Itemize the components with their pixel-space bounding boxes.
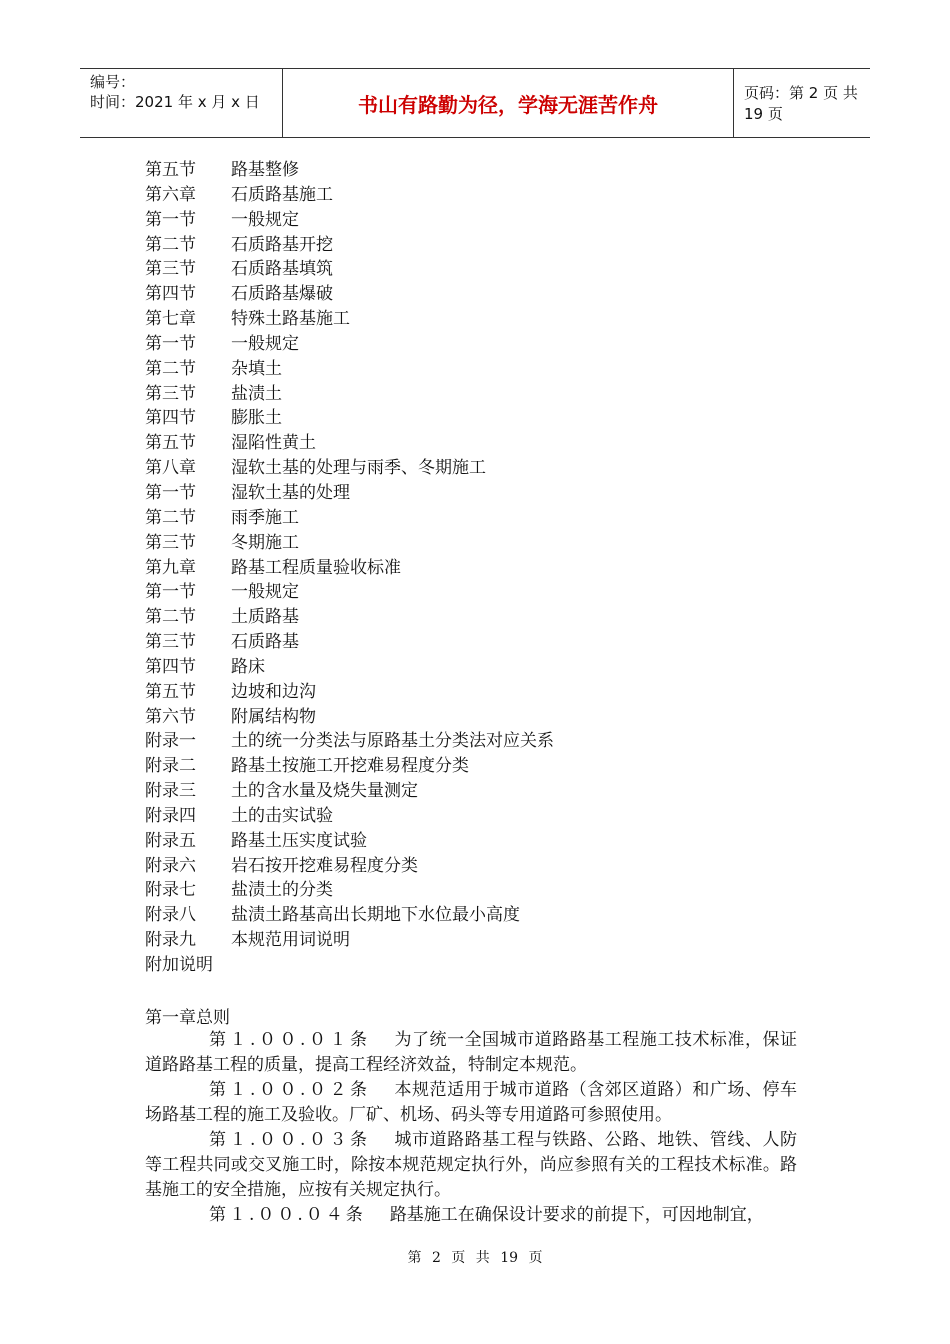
toc-item	[145, 580, 805, 605]
toc-item-number: 附录二	[145, 756, 196, 777]
toc-item-title: 特殊土路基施工	[231, 309, 350, 330]
page-header	[80, 68, 870, 138]
article-number: 第１.００.０１条	[209, 1030, 371, 1050]
toc-item	[145, 928, 805, 953]
toc-item-title: 路床	[231, 656, 265, 677]
number-label: 编号：	[90, 73, 136, 91]
toc-item	[145, 729, 805, 754]
toc-item-number: 第五节	[145, 160, 196, 180]
toc-item-number: 第二节	[145, 358, 196, 379]
toc-item-number: 第五节	[145, 433, 196, 454]
toc-item-title: 土的统一分类法与原路基土分类法对应关系	[231, 731, 554, 752]
header-motto: 书山有路勤为径，学海无涯苦作舟	[282, 69, 734, 137]
toc-item-title: 一般规定	[231, 333, 299, 354]
toc-item-number: 第五节	[145, 681, 196, 702]
toc-item-number: 附录五	[145, 830, 196, 851]
toc-item-title: 膨胀土	[231, 408, 282, 429]
toc-item	[145, 903, 805, 928]
header-meta-cell	[80, 69, 282, 137]
toc-item-number: 第三节	[145, 383, 196, 404]
toc-item-title: 雨季施工	[231, 507, 299, 528]
toc-item	[145, 431, 805, 456]
toc-item	[145, 158, 805, 183]
toc-item-number: 第四节	[145, 284, 196, 305]
article-paragraph	[145, 1203, 797, 1228]
toc-item-title: 石质路基施工	[231, 184, 333, 205]
article-paragraph	[145, 1128, 797, 1203]
toc-item	[145, 233, 805, 258]
toc-item	[145, 481, 805, 506]
toc-item-number: 第一节	[145, 209, 196, 230]
toc-item	[145, 605, 805, 630]
toc-item-number: 第六节	[145, 706, 196, 727]
toc-item	[145, 382, 805, 407]
toc-item	[145, 754, 805, 779]
article-text: 本规范适用于城市道路（含郊区道路）和广场、停车场路基工程的施工及验收。厂矿、机场、码头等专用道路可参照使用。	[145, 1080, 798, 1125]
toc-item-number: 第三节	[145, 532, 196, 553]
article-number: 第１.００.０３条	[209, 1130, 371, 1150]
toc-item-title: 附属结构物	[231, 706, 316, 727]
toc-item	[145, 531, 805, 556]
toc-item	[145, 357, 805, 382]
toc-item-title: 一般规定	[231, 582, 299, 603]
article-text: 路基施工在确保设计要求的前提下，可因地制宜，	[389, 1205, 764, 1225]
toc-item-number: 第二节	[145, 607, 196, 628]
toc-item	[145, 953, 805, 978]
toc-item-title: 盐渍土路基高出长期地下水位最小高度	[231, 905, 520, 926]
toc-item-number: 第一节	[145, 333, 196, 354]
toc-item	[145, 829, 805, 854]
toc-item-number: 第二节	[145, 234, 196, 255]
toc-item-title: 路基整修	[231, 160, 299, 180]
toc-item	[145, 854, 805, 879]
article-number: 第１.００.０４条	[209, 1205, 366, 1225]
toc-item	[145, 804, 805, 829]
toc-item-title: 杂填土	[231, 358, 282, 379]
toc-item-title: 盐渍土	[231, 383, 282, 404]
article-paragraph	[145, 1028, 797, 1078]
header-page-cell	[734, 69, 870, 137]
toc-item-number: 第四节	[145, 656, 196, 677]
toc-item-number: 第四节	[145, 408, 196, 429]
toc-item-number: 第八章	[145, 458, 196, 479]
toc-item-number: 附录三	[145, 781, 196, 802]
toc-item	[145, 307, 805, 332]
toc-item-title: 湿软土基的处理与雨季、冬期施工	[231, 458, 486, 479]
toc-item-number: 第一节	[145, 482, 196, 503]
toc-item	[145, 655, 805, 680]
toc-item-title: 路基土按施工开挖难易程度分类	[231, 756, 469, 777]
article-text: 为了统一全国城市道路路基工程施工技术标准，保证道路路基工程的质量，提高工程经济效益，特制定本规范。	[145, 1030, 798, 1075]
toc-item-number: 附录八	[145, 905, 196, 926]
toc-item-title: 本规范用词说明	[231, 930, 350, 951]
toc-item	[145, 680, 805, 705]
toc-item-number: 附录一	[145, 731, 196, 752]
toc-item	[145, 282, 805, 307]
toc-item-title: 盐渍土的分类	[231, 880, 333, 901]
toc-item-number: 附录六	[145, 855, 196, 876]
toc-item-number: 第三节	[145, 632, 196, 653]
toc-item-number: 附加说明	[145, 955, 213, 975]
time-label: 时间：2021 年 x 月 x 日	[90, 93, 260, 111]
toc-item-title: 石质路基	[231, 632, 299, 653]
toc-item-number: 附录七	[145, 880, 196, 901]
toc-item	[145, 878, 805, 903]
toc-item	[145, 183, 805, 208]
toc-item-title: 石质路基填筑	[231, 259, 333, 280]
toc-item-number: 附录九	[145, 930, 196, 951]
toc-item-title: 石质路基爆破	[231, 284, 333, 305]
toc-item-number: 第六章	[145, 184, 196, 205]
toc-item-title: 土的击实试验	[231, 805, 333, 826]
toc-item-title: 一般规定	[231, 209, 299, 230]
toc-item	[145, 779, 805, 804]
toc-item-title: 湿软土基的处理	[231, 482, 350, 503]
toc-item-title: 路基工程质量验收标准	[231, 557, 401, 578]
toc-item-title: 土质路基	[231, 607, 299, 628]
toc-item-title: 冬期施工	[231, 532, 299, 553]
toc-item	[145, 208, 805, 233]
toc-item-number: 第九章	[145, 557, 196, 578]
toc-item-number: 第七章	[145, 309, 196, 330]
article-paragraph	[145, 1078, 797, 1128]
toc-item-title: 边坡和边沟	[231, 681, 316, 702]
toc-item-number: 附录四	[145, 805, 196, 826]
toc-item-title: 石质路基开挖	[231, 234, 333, 255]
toc-item	[145, 456, 805, 481]
toc-item-title: 湿陷性黄土	[231, 433, 316, 454]
toc-item	[145, 556, 805, 581]
toc-item-number: 第一节	[145, 582, 196, 603]
toc-item-number: 第二节	[145, 507, 196, 528]
page-footer: 第 2 页 共 19 页	[407, 1250, 543, 1266]
toc-item	[145, 257, 805, 282]
toc-item	[145, 705, 805, 730]
article-number: 第１.００.０２条	[209, 1080, 371, 1100]
table-of-contents	[145, 158, 805, 978]
chapter-title: 第一章总则	[145, 1008, 230, 1028]
toc-item-title: 土的含水量及烧失量测定	[231, 781, 418, 802]
toc-item-title: 路基土压实度试验	[231, 830, 367, 851]
toc-item-title: 岩石按开挖难易程度分类	[231, 855, 418, 876]
header-page-label: 页码：第 2 页 共 19 页	[744, 84, 858, 123]
toc-item	[145, 506, 805, 531]
toc-item	[145, 406, 805, 431]
toc-item-number: 第三节	[145, 259, 196, 280]
toc-item	[145, 630, 805, 655]
article-text: 城市道路路基工程与铁路、公路、地铁、管线、人防等工程共同或交叉施工时，除按本规范规定执行外，尚应参照有关的工程技术标准。路基施工的安全措施，应按有关规定执行。	[145, 1130, 798, 1200]
toc-item	[145, 332, 805, 357]
